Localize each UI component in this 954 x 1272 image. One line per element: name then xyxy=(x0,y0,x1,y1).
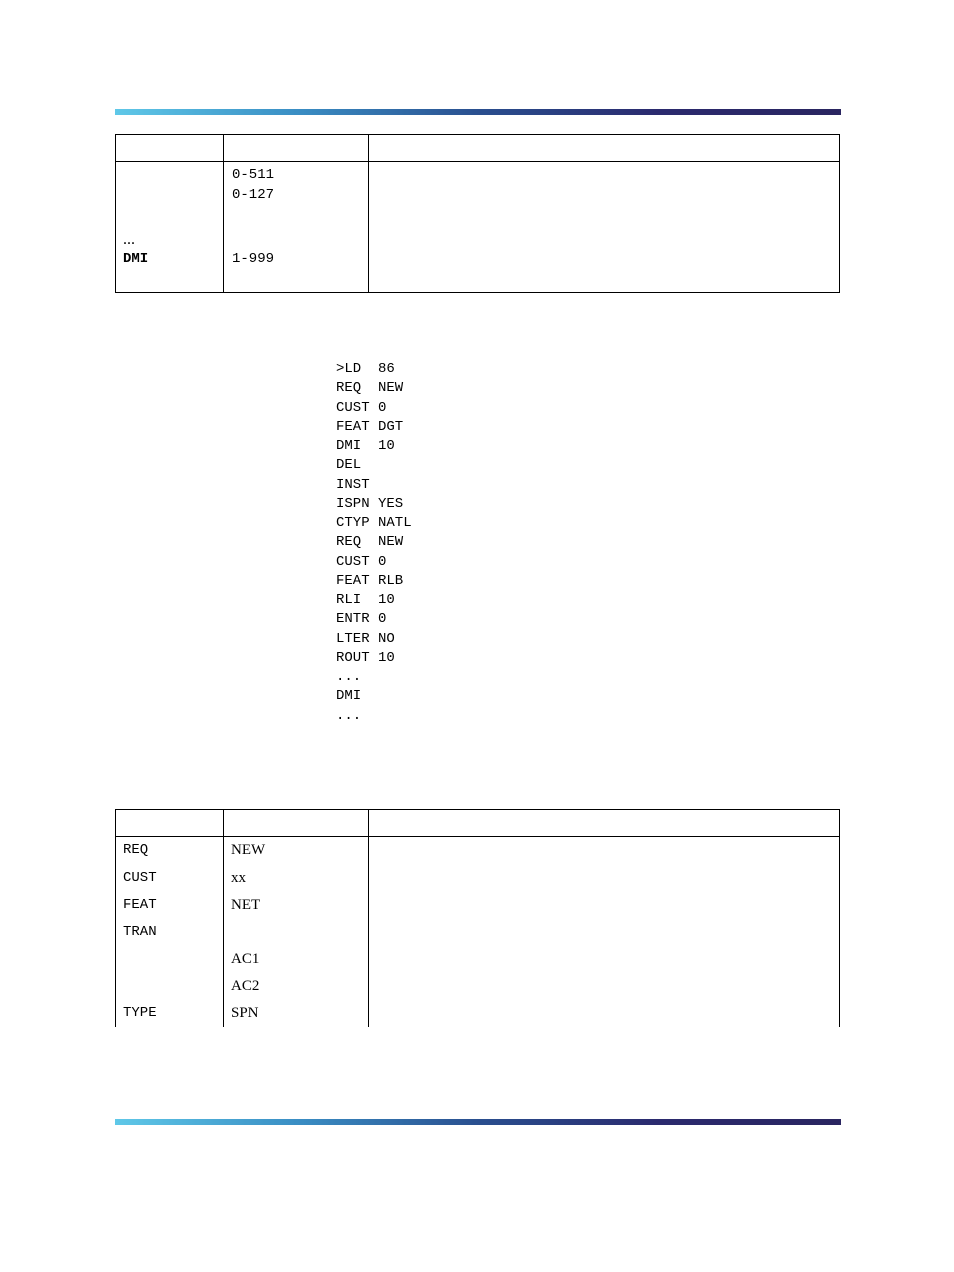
code-line: RLI 10 xyxy=(336,592,395,608)
code-line: DMI xyxy=(336,688,362,705)
prompt-cell xyxy=(116,946,224,973)
prompt-table-net xyxy=(115,809,840,1027)
prompt-dmi: DMI xyxy=(123,251,149,267)
code-line: INST xyxy=(336,476,370,493)
table-row xyxy=(116,892,840,919)
code-line: ... xyxy=(336,669,362,685)
code-line: ROUT 10 xyxy=(336,649,395,666)
table-header-row xyxy=(116,810,840,837)
prompt-cell: CUST xyxy=(116,865,224,892)
header-cell-response xyxy=(224,135,369,162)
code-line: FEAT DGT xyxy=(336,418,404,435)
table-row xyxy=(116,946,840,973)
prompt-ellipsis: ... xyxy=(123,231,135,248)
code-line: CTYP NATL xyxy=(336,515,412,531)
description-cell xyxy=(369,892,840,919)
description-cell xyxy=(369,919,840,946)
description-cell xyxy=(369,837,840,865)
table-row xyxy=(116,1000,840,1027)
table-row xyxy=(116,837,840,865)
code-line: >LD 86 xyxy=(336,361,395,377)
table-row xyxy=(116,919,840,946)
overlay-command-example xyxy=(336,360,412,726)
table-header-row xyxy=(116,135,840,162)
range-value: 1-999 xyxy=(232,251,275,267)
header-rule xyxy=(115,109,841,115)
prompt-cell: REQ xyxy=(116,837,224,865)
header-cell-prompt xyxy=(116,810,224,837)
prompt-table-dmi xyxy=(115,134,840,293)
prompt-cell: TRAN xyxy=(116,919,224,946)
code-line: ISPN YES xyxy=(336,495,404,512)
description-cell xyxy=(369,946,840,973)
response-cell: AC1 xyxy=(224,946,369,973)
code-line: CUST 0 xyxy=(336,399,387,416)
response-cell: NET xyxy=(224,892,369,919)
range-cell xyxy=(224,162,369,293)
description-cell xyxy=(369,973,840,1000)
code-line: DEL xyxy=(336,457,362,474)
prompt-cell xyxy=(116,973,224,1000)
header-cell-prompt xyxy=(116,135,224,162)
response-cell: xx xyxy=(224,865,369,892)
code-line: REQ NEW xyxy=(336,534,404,551)
table-row xyxy=(116,865,840,892)
header-cell-response xyxy=(224,810,369,837)
description-cell xyxy=(369,1000,840,1027)
range-value: 0-511 xyxy=(232,167,275,183)
code-line: ... xyxy=(336,707,362,724)
response-cell: AC2 xyxy=(224,973,369,1000)
header-cell-description xyxy=(369,135,840,162)
response-cell: SPN xyxy=(224,1000,369,1027)
response-cell: NEW xyxy=(224,837,369,865)
footer-rule xyxy=(115,1119,841,1125)
code-line: LTER NO xyxy=(336,630,395,647)
range-value: 0-127 xyxy=(232,187,275,203)
code-line: FEAT RLB xyxy=(336,572,404,589)
header-cell-description xyxy=(369,810,840,837)
description-cell xyxy=(369,865,840,892)
code-line: REQ NEW xyxy=(336,380,404,397)
prompt-cell: FEAT xyxy=(116,892,224,919)
code-line: ENTR 0 xyxy=(336,611,387,628)
prompt-cell xyxy=(116,162,224,293)
table-row xyxy=(116,973,840,1000)
response-cell xyxy=(224,919,369,946)
code-line: DMI 10 xyxy=(336,438,395,454)
prompt-cell: TYPE xyxy=(116,1000,224,1027)
description-cell xyxy=(369,162,840,293)
table-row xyxy=(116,162,840,293)
code-line: CUST 0 xyxy=(336,553,387,570)
